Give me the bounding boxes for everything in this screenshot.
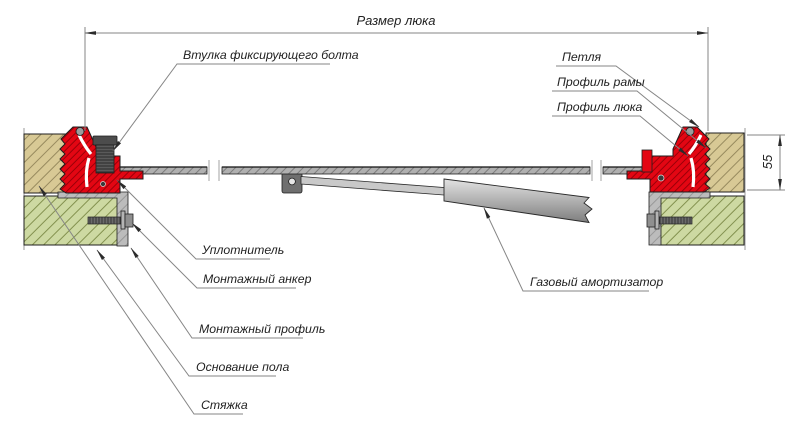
gas-strut (282, 172, 592, 223)
fixing-bolt-sleeve (93, 136, 117, 173)
callout-hatch-profile (552, 100, 688, 156)
hatch-lid-sheet (117, 160, 652, 181)
anchor-washer-right (655, 211, 659, 229)
label-hatch-profile: Профиль люка (557, 100, 643, 114)
callout-seal (117, 180, 284, 259)
callout-bolt-sleeve (113, 48, 359, 151)
lid-sheet-middle (222, 167, 590, 174)
leader-floor-base (97, 250, 276, 376)
dimension-top-label: Размер люка (356, 13, 436, 28)
right-lid-upstand (642, 150, 652, 172)
right-screed-block (706, 133, 744, 192)
anchor-washer-left (121, 211, 125, 229)
anchor-nut-left (125, 214, 133, 227)
left-pivot-hole (101, 182, 106, 187)
right-pivot-hole (658, 175, 664, 181)
label-mounting-profile: Монтажный профиль (199, 322, 326, 336)
left-hinge-pin (76, 128, 84, 136)
right-frame-section (627, 127, 745, 250)
label-bolt-sleeve: Втулка фиксирующего болта (183, 48, 359, 62)
leader-hatch-profile (552, 116, 688, 156)
strut-pivot (289, 178, 296, 185)
leader-bolt-sleeve (113, 64, 330, 151)
label-floor-base: Основание пола (196, 360, 290, 374)
strut-rod (301, 177, 450, 196)
bolt-cap (93, 136, 117, 145)
dimension-frame-height (747, 135, 785, 190)
label-screed: Стяжка (201, 398, 248, 412)
label-frame-profile: Профиль рамы (557, 75, 645, 89)
callout-mounting-profile (131, 248, 325, 338)
right-hatch-and-frame-profile (627, 127, 710, 192)
label-seal: Уплотнитель (202, 243, 285, 257)
dimension-55-value: 55 (760, 154, 775, 170)
anchor-nut-right (647, 214, 655, 227)
label-hinge: Петля (562, 50, 602, 64)
label-gas-strut: Газовый амортизатор (530, 275, 664, 289)
label-mounting-anchor: Монтажный анкер (203, 272, 312, 286)
left-screed-block (24, 134, 66, 193)
strut-cylinder (444, 179, 592, 223)
